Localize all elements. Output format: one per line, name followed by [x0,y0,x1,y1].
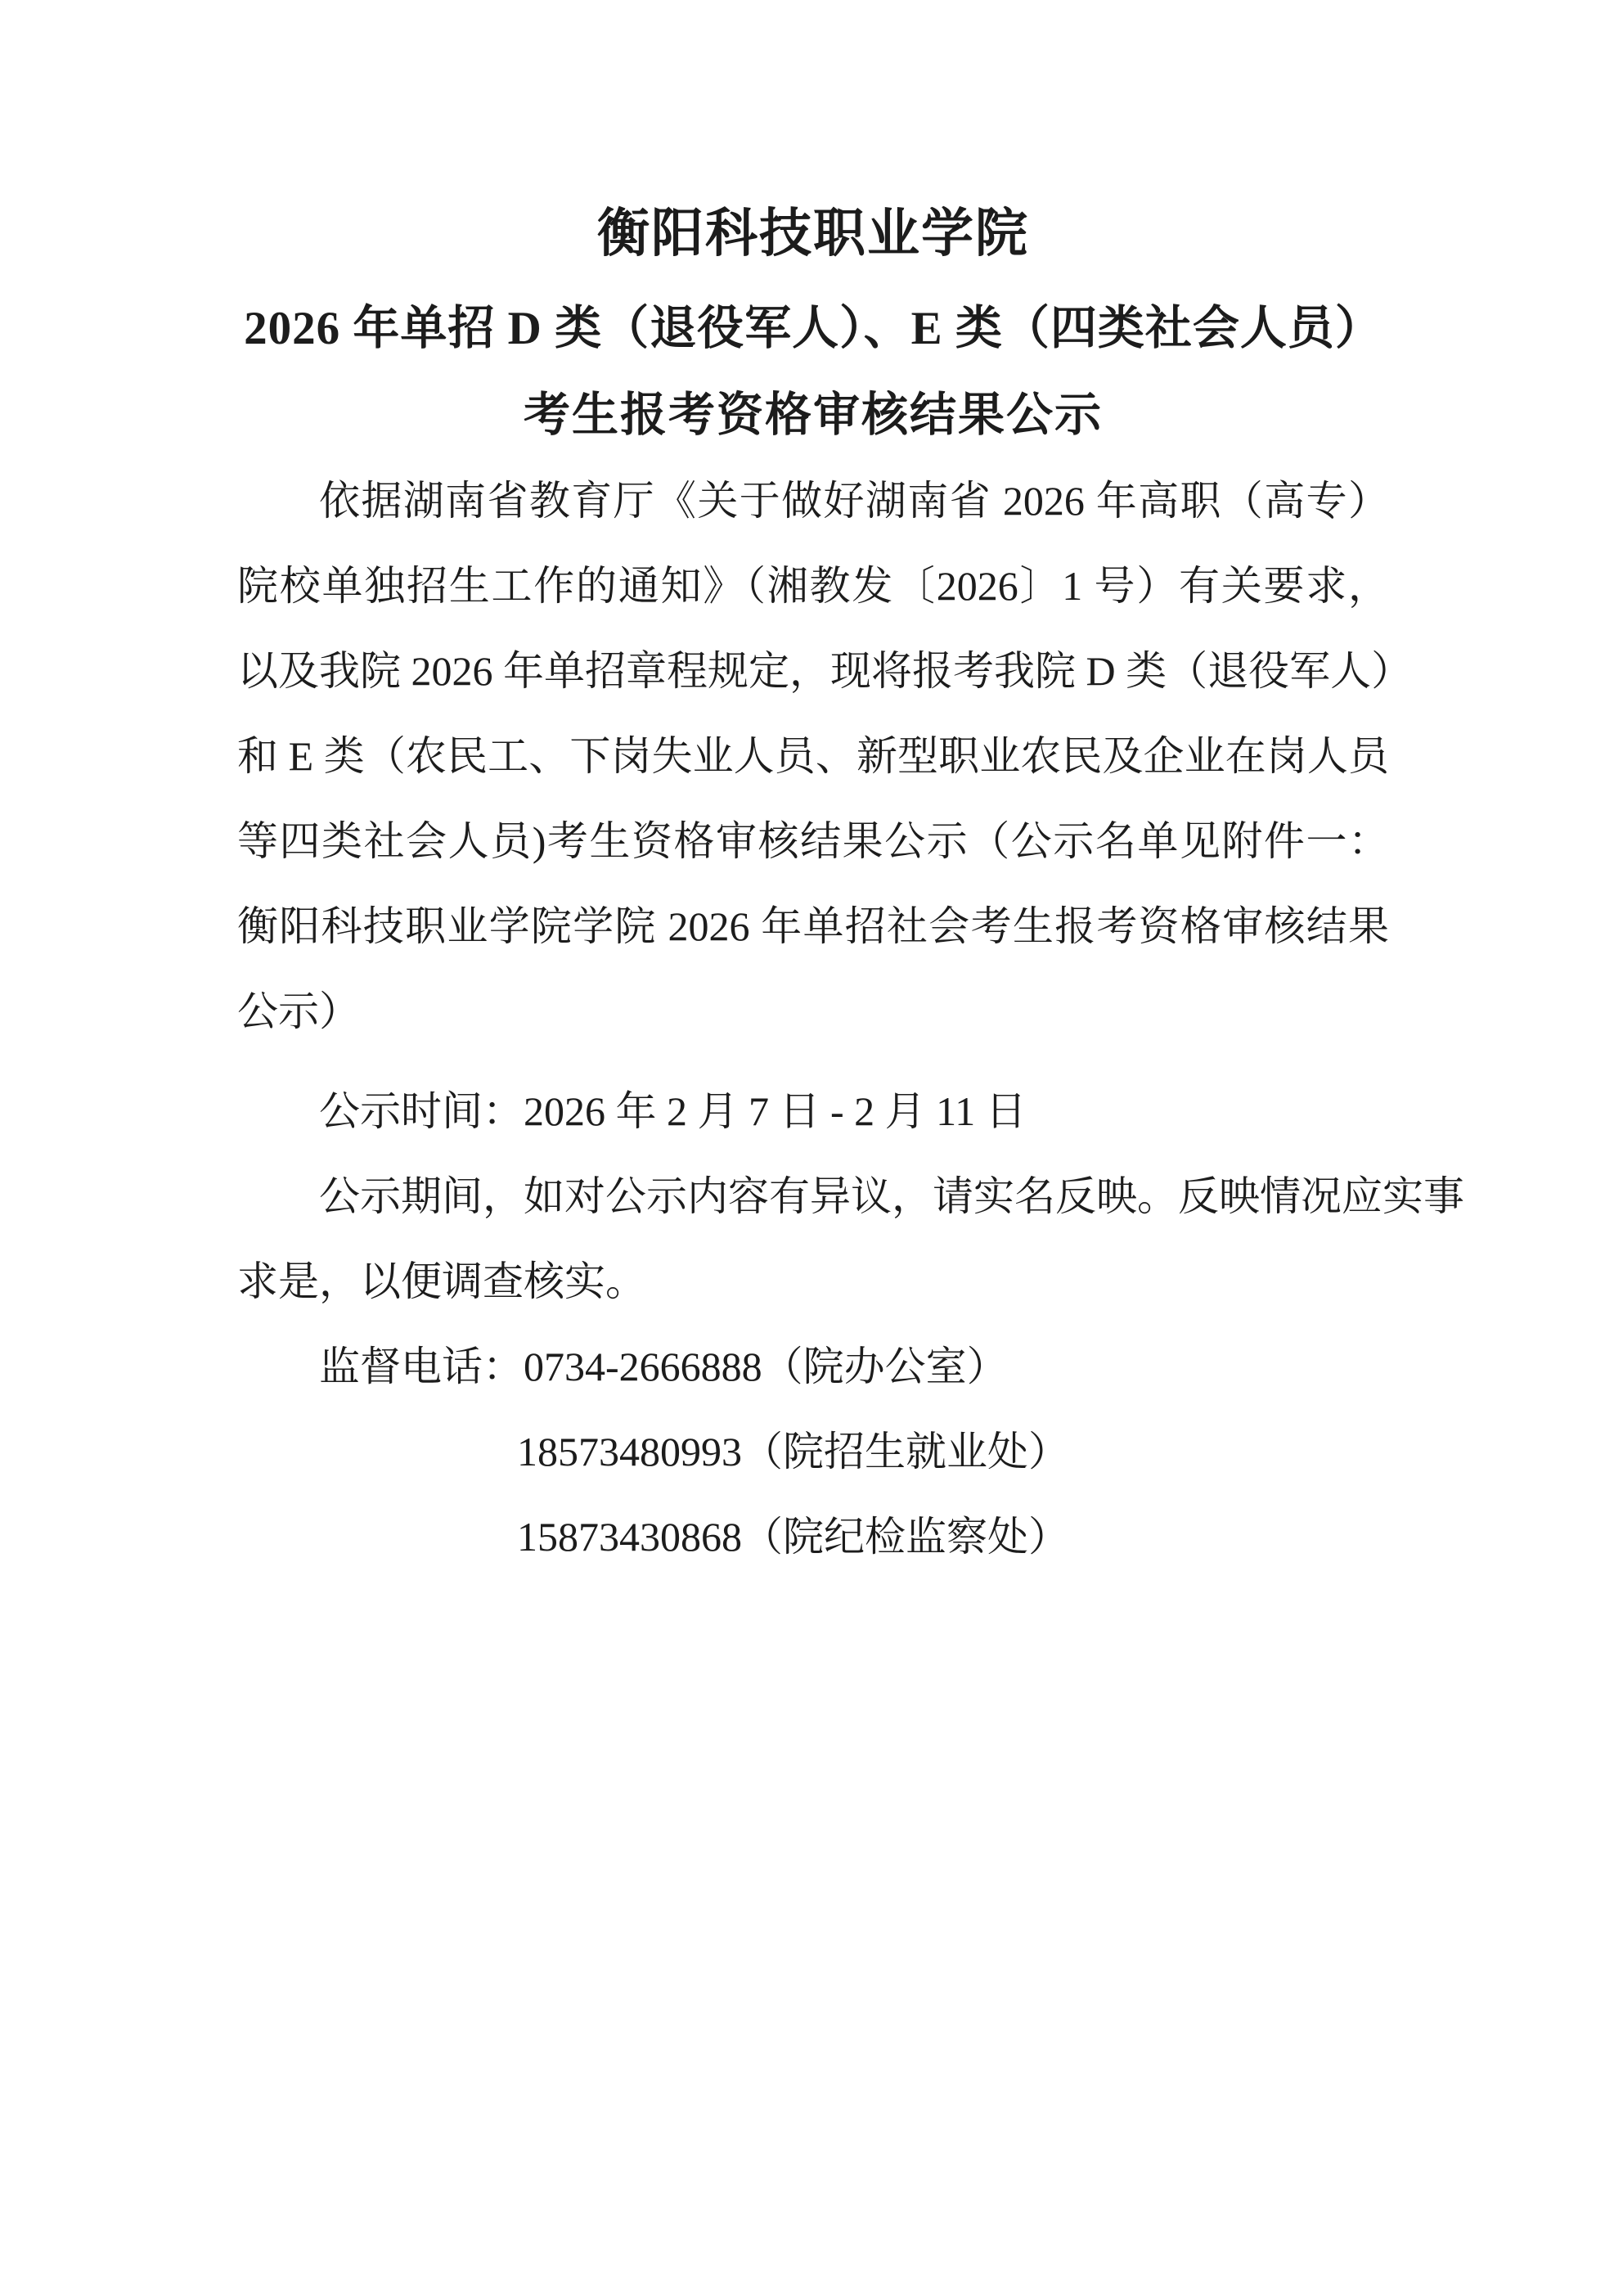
doc-title-line2: 2026 年单招 D 类（退役军人）、E 类（四类社会人员） [244,303,1382,354]
supervision-phone-admissions: 18573480993（院招生就业处） [517,1429,1069,1474]
supervision-phone-discipline: 15873430868（院纪检监察处） [517,1514,1069,1560]
paragraph-objection-line: 公示期间，如对公示内容有异议，请实名反映。反映情况应实事 [319,1173,1464,1219]
doc-title-line3: 考生报考资格审核结果公示 [524,389,1103,441]
paragraph-basis-line: 院校单独招生工作的通知》（湘教发〔2026〕1 号）有关要求， [237,563,1389,609]
paragraph-basis-line: 依据湖南省教育厅《关于做好湖南省 2026 年高职（高专） [319,478,1389,524]
paragraph-objection [237,1154,1464,1324]
paragraph-basis-line: 衡阳科技职业学院学院 2026 年单招社会考生报考资格审核结果 [237,903,1389,949]
supervision-phone-office: 监督电话：0734-2666888（院办公室） [319,1344,1008,1389]
paragraph-objection-line: 求是，以便调查核实。 [237,1258,646,1304]
doc-title-college-name: 衡阳科技职业学院 [597,205,1029,263]
paragraph-basis-line: 和 E 类（农民工、下岗失业人员、新型职业农民及企业在岗人员 [237,733,1389,779]
paragraph-basis-line: 公示） [237,988,360,1034]
paragraph-basis [237,458,1413,1054]
publicity-period: 公示时间：2026 年 2 月 7 日 - 2 月 11 日 [319,1088,1027,1134]
paragraph-basis-line: 等四类社会人员)考生资格审核结果公示（公示名单见附件一： [237,818,1389,864]
paragraph-basis-line: 以及我院 2026 年单招章程规定，现将报考我院 D 类（退役军人） [237,648,1413,694]
